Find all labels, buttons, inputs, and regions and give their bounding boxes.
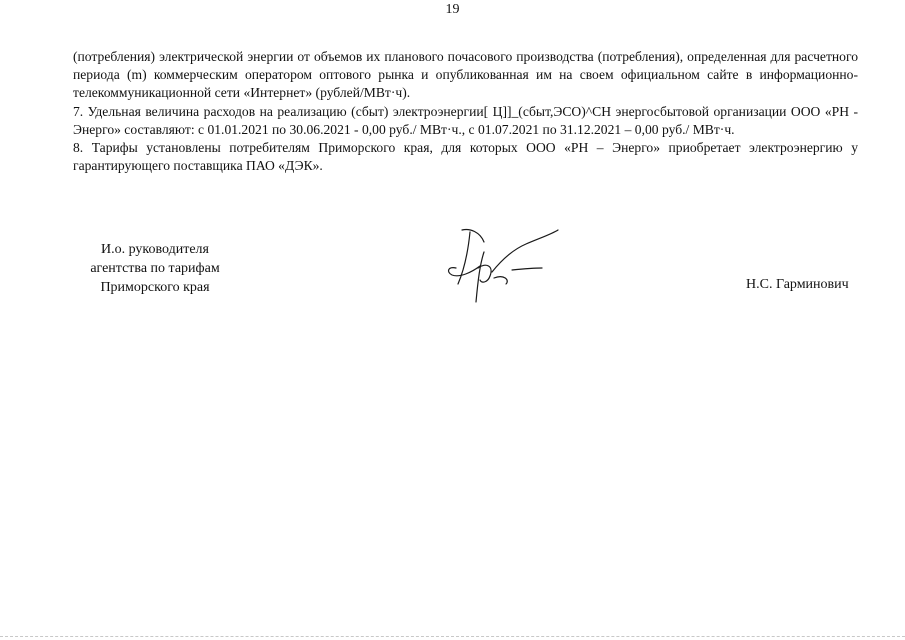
page-number: 19 bbox=[445, 2, 460, 17]
handwritten-signature-icon bbox=[440, 222, 580, 312]
signer-position-line: Приморского края bbox=[100, 280, 210, 295]
paragraph-item-8: 8. Тарифы установлены потребителям Приморского края, для которых ООО «РН – Энерго» приобретает электроэнергию у гарантирующего поставщика ПАО «ДЭК». bbox=[73, 140, 858, 174]
signer-position-line: агентства по тарифам bbox=[90, 261, 220, 276]
paragraph-item-7: 7. Удельная величина расходов на реализацию (сбыт) электроэнергии[ Ц]]_(сбыт,ЭСО)^СН энергосбытовой организации ООО «РН - Энерго» составляют: с 01.01.2021 по 30.06.2021 - 0,00 руб./ МВт·ч., с 01.07.2021 по 31.12.2021 – 0,00 руб./ МВт·ч. bbox=[73, 103, 858, 137]
signer-name: Н.С. Гарминович bbox=[746, 277, 849, 292]
paragraph-continuation: (потребления) электрической энергии от объемов их планового почасового производства (потребления), определенная для расчетного периода (m) коммерческим оператором оптового рынка и опубликованная им на своем официальном сайте в информационно-телекоммуникационной сети «Интернет» (рублей/МВт·ч). bbox=[73, 49, 858, 101]
signer-position bbox=[70, 240, 240, 297]
page-bottom-edge bbox=[0, 636, 905, 637]
signer-position-line: И.о. руководителя bbox=[100, 242, 209, 257]
document-body bbox=[73, 48, 858, 175]
